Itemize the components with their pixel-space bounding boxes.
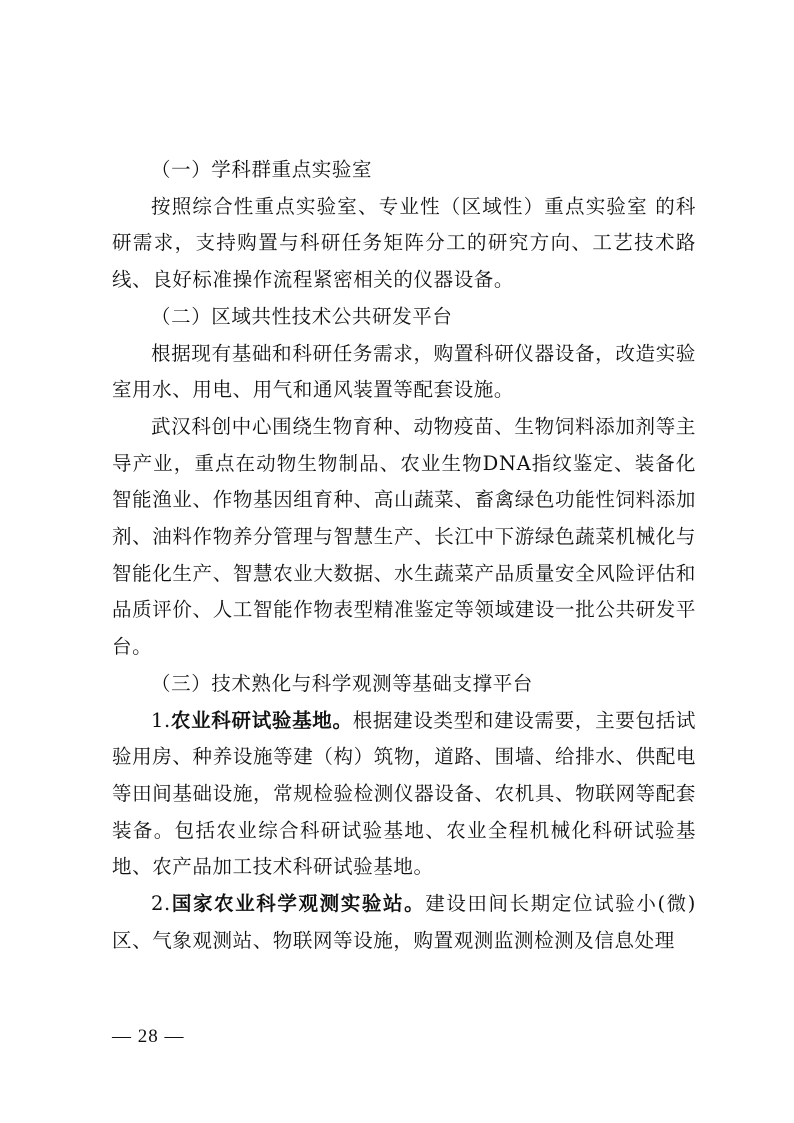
- paragraph-3: 武汉科创中心围绕生物育种、动物疫苗、生物饲料添加剂等主导产业，重点在动物生物制品、农业生物DNA指纹鉴定、装备化智能渔业、作物基因组育种、高山蔬菜、畜禽绿色功能性饲料添加剂、油料作物养分管理与智慧生产、长江中下游绿色蔬菜机械化与智能化生产、智慧农业大数据、水生蔬菜产品质量安全风险评估和品质评价、人工智能作物表型精准鉴定等领域建设一批公共研发平台。: [112, 414, 696, 659]
- list-item-2-title: 国家农业科学观测实验站。: [170, 892, 426, 916]
- list-item-2-text: 建设田间长期定位试验小(微)区、气象观测站、物联网等设施，购置观测监测检测及信息处理: [112, 892, 696, 952]
- section-heading-1: （一）学科群重点实验室: [151, 158, 373, 181]
- page-number: — 28 —: [112, 1026, 185, 1047]
- paragraph-1: 按照综合性重点实验室、专业性（区域性）重点实验室 的科研需求，支持购置与科研任务矩阵分工的研究方向、工艺技术路线、良好标准操作流程紧密相关的仪器设备。: [112, 194, 696, 292]
- list-item-1-title: 农业科研试验基地。: [170, 708, 353, 732]
- list-item-2-number: 2.: [151, 892, 171, 916]
- document-body: [112, 152, 696, 959]
- list-item-1-number: 1.: [151, 708, 171, 732]
- section-heading-3: （三）技术熟化与科学观测等基础支撑平台: [151, 671, 533, 695]
- list-item-1-text: 根据建设类型和建设需要，主要包括试验用房、种养设施等建（构）筑物，道路、围墙、给排水、供配电等田间基础设施，常规检验检测仪器设备、农机具、物联网等配套装备。包括农业综合科研试验基地、农业全程机械化科研试验基地、农产品加工技术科研试验基地。: [112, 708, 697, 879]
- list-item-1: [112, 703, 696, 887]
- paragraph-2: 根据现有基础和科研任务需求，购置科研仪器设备，改造实验室用水、用电、用气和通风装置等配套设施。: [112, 341, 696, 402]
- list-item-2: [112, 886, 696, 959]
- section-heading-2: （二）区域共性技术公共研发平台: [151, 304, 453, 328]
